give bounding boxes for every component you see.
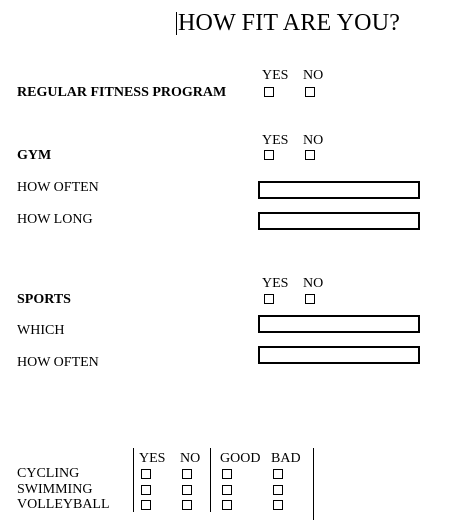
sports-no-header: NO <box>303 276 324 291</box>
sports-how-often-label: HOW OFTEN <box>17 355 99 370</box>
sports-yes-checkbox[interactable] <box>264 294 274 304</box>
swimming-no-checkbox[interactable] <box>182 485 192 495</box>
gym-no-header: NO <box>303 133 324 148</box>
volleyball-good-checkbox[interactable] <box>222 500 232 510</box>
sports-yes-header: YES <box>262 276 289 291</box>
table-good-header: GOOD <box>220 451 261 466</box>
regular-no-checkbox[interactable] <box>305 87 315 97</box>
table-divider-left <box>133 448 134 512</box>
swimming-bad-checkbox[interactable] <box>273 485 283 495</box>
gym-how-often-label: HOW OFTEN <box>17 180 99 195</box>
sports-no-checkbox[interactable] <box>305 294 315 304</box>
table-divider-right <box>313 448 314 520</box>
gym-no-checkbox[interactable] <box>305 150 315 160</box>
sports-how-often-field[interactable] <box>258 346 420 364</box>
text-cursor <box>176 12 177 35</box>
cycling-yes-checkbox[interactable] <box>141 469 151 479</box>
table-bad-header: BAD <box>271 451 301 466</box>
gym-yes-checkbox[interactable] <box>264 150 274 160</box>
table-divider-middle <box>210 448 211 512</box>
cycling-no-checkbox[interactable] <box>182 469 192 479</box>
gym-how-long-label: HOW LONG <box>17 212 93 227</box>
volleyball-bad-checkbox[interactable] <box>273 500 283 510</box>
gym-label: GYM <box>17 148 52 163</box>
sports-which-label: WHICH <box>17 323 65 338</box>
activity-swimming-label: SWIMMING <box>17 482 93 497</box>
gym-yes-header: YES <box>262 133 289 148</box>
sports-which-field[interactable] <box>258 315 420 333</box>
regular-yes-checkbox[interactable] <box>264 87 274 97</box>
page-title: HOW FIT ARE YOU? <box>178 10 401 36</box>
activity-volleyball-label: VOLLEYBALL <box>17 497 110 512</box>
table-no-header: NO <box>180 451 201 466</box>
gym-how-long-field[interactable] <box>258 212 420 230</box>
volleyball-yes-checkbox[interactable] <box>141 500 151 510</box>
table-yes-header: YES <box>139 451 166 466</box>
swimming-good-checkbox[interactable] <box>222 485 232 495</box>
swimming-yes-checkbox[interactable] <box>141 485 151 495</box>
volleyball-no-checkbox[interactable] <box>182 500 192 510</box>
cycling-bad-checkbox[interactable] <box>273 469 283 479</box>
regular-yes-header: YES <box>262 68 289 83</box>
regular-fitness-label: REGULAR FITNESS PROGRAM <box>17 85 227 100</box>
regular-no-header: NO <box>303 68 324 83</box>
cycling-good-checkbox[interactable] <box>222 469 232 479</box>
sports-label: SPORTS <box>17 292 71 307</box>
activity-cycling-label: CYCLING <box>17 466 80 481</box>
gym-how-often-field[interactable] <box>258 181 420 199</box>
